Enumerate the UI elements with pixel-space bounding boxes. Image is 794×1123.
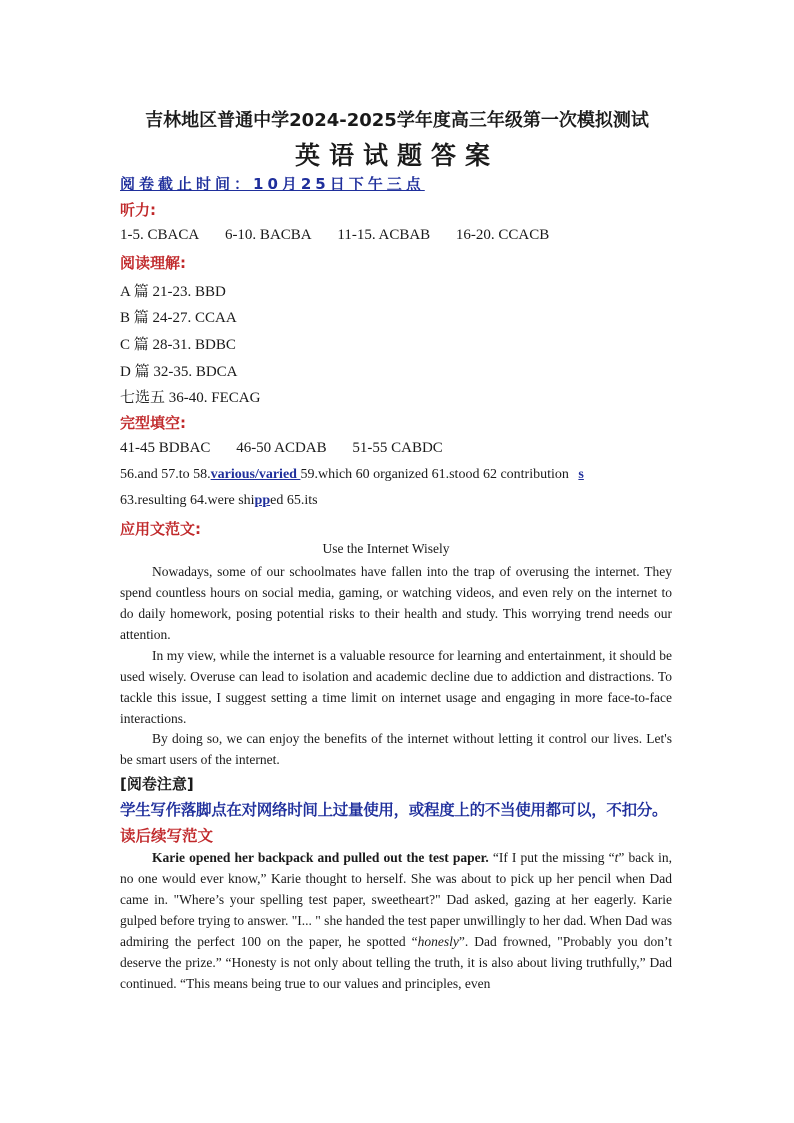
grammar-fill-line-2 xyxy=(120,493,318,509)
listening-heading: 听力: xyxy=(120,201,156,219)
answer-key-title: 英语试题答案 xyxy=(294,141,499,170)
grammar2-part-b: pp xyxy=(254,493,271,508)
grammar-part-a: 56.and 57.to 58. xyxy=(120,467,211,482)
essay-paragraph-2: In my view, while the internet is a valuable resource for learning and entertainment, it should be used wisely. Overuse can lead to isolation and academic decline due to addiction and distractions. To tackle this issue, I suggest setting a time limit on internet usage and engaging in more face-to-face interactions. xyxy=(120,648,672,726)
cloze-answer-1: 41-45 BDBAC xyxy=(120,440,211,456)
listening-answer-1: 1-5. CBACA xyxy=(120,227,200,243)
essay-title: Use the Internet Wisely xyxy=(322,541,450,556)
continuation-text-a: “If I put the missing “ xyxy=(488,850,615,865)
listening-answer-4: 16-20. CCACB xyxy=(455,227,550,243)
reading-line-d: D 篇 32-35. BDCA xyxy=(120,364,238,380)
essay-paragraph-1: Nowadays, some of our schoolmates have fallen into the trap of overusing the internet. They spend countless hours on social media, gaming, or watching videos, and even rely on the internet to do daily homework, posing potential risks to their health and study. This worrying trend needs our attention. xyxy=(120,564,672,642)
reading-line-a: A 篇 21-23. BBD xyxy=(120,284,226,300)
continuation-text-c: ”. Dad frowned, "Probably you don’t deserve the prize.” “Honesty is not only about telling the truth, it is also about living truthfully,” Dad continued. “This means being true to our values and principles, even xyxy=(120,934,672,991)
reading-line-seven: 七选五 36-40. FECAG xyxy=(120,390,261,406)
grading-note-heading: [阅卷注意] xyxy=(120,775,194,793)
grammar-part-d: s xyxy=(578,467,584,482)
listening-answers xyxy=(120,227,549,244)
listening-answer-2: 6-10. BACBA xyxy=(224,227,312,243)
grammar2-part-a: 63.resulting 64.were shi xyxy=(120,493,255,508)
grammar-part-c: 59.which 60 organized 61.stood 62 contribution xyxy=(300,467,573,482)
continuation-t: t xyxy=(614,850,619,865)
essay-paragraph-3: By doing so, we can enjoy the benefits of the internet without letting it control our lives. Let's be smart users of the internet. xyxy=(120,731,672,767)
cloze-answer-3: 51-55 CABDC xyxy=(352,440,443,456)
writing-heading: 应用文范文: xyxy=(120,520,201,538)
listening-answer-3: 11-15. ACBAB xyxy=(337,227,431,243)
continuation-heading: 读后续写范文 xyxy=(120,827,214,845)
grammar2-part-c: ed 65.its xyxy=(270,493,318,508)
grammar-fill-line-1 xyxy=(120,467,584,483)
continuation-lead: Karie opened her backpack and pulled out the test paper. xyxy=(152,850,489,865)
cloze-heading: 完型填空: xyxy=(120,414,186,432)
grading-note-text: 学生写作落脚点在对网络时间上过量使用，或程度上的不当使用都可以，不扣分。 xyxy=(120,801,668,819)
reading-heading: 阅读理解: xyxy=(120,254,186,272)
cloze-answers xyxy=(120,440,443,457)
continuation-honesly: honesly xyxy=(417,934,459,949)
grading-deadline: 阅卷截止时间：10月25日下午三点 xyxy=(120,175,425,193)
continuation-text-b: ” back in, no one would ever know,” Karie thought to herself. She was about to pick up her pencil when Dad came in. "Where’s your spelling test paper, sweetheart?" Dad asked, gazing at her eagerly. Karie gulped before trying to answer. "I... " she handed the test paper unwillingly to her dad. When Dad was admiring the perfect 100 on the paper, he spotted “ xyxy=(120,850,672,949)
reading-line-b: B 篇 24-27. CCAA xyxy=(120,310,237,326)
reading-line-c: C 篇 28-31. BDBC xyxy=(120,337,236,353)
exam-title: 吉林地区普通中学2024-2025学年度高三年级第一次模拟测试 xyxy=(145,110,649,131)
grammar-part-b: various/varied xyxy=(210,467,301,482)
continuation-paragraph xyxy=(120,847,672,994)
cloze-answer-2: 46-50 ACDAB xyxy=(236,440,327,456)
